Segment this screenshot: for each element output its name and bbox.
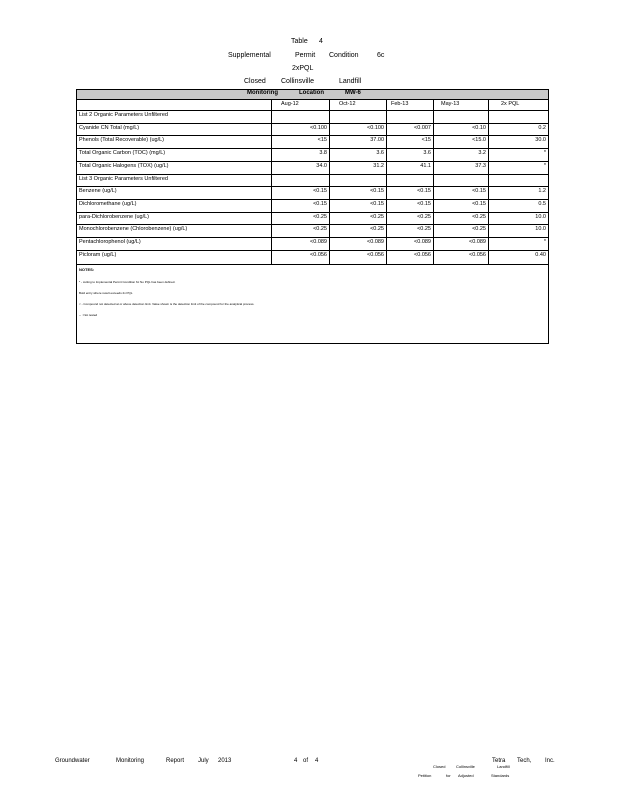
parameter-label: Cyanide CN Total (mg/L) bbox=[79, 124, 140, 131]
notes-heading: NOTES: bbox=[79, 267, 95, 272]
value-cell: <0.25 bbox=[370, 213, 384, 220]
value-cell: <0.089 bbox=[414, 239, 431, 245]
column-divider bbox=[386, 99, 387, 264]
note-line: * - cutting to Implemental Permit Condition 6c No PQL has been defined. bbox=[79, 280, 176, 284]
value-cell: 37.00 bbox=[370, 137, 384, 144]
row-divider bbox=[77, 186, 548, 187]
site-word: Landfill bbox=[339, 78, 362, 85]
parameter-label: Picloram (ug/L) bbox=[79, 251, 117, 258]
value-cell: 41.1 bbox=[420, 162, 431, 169]
value-cell: <15 bbox=[317, 137, 327, 144]
footer-small-word: Petition bbox=[418, 773, 432, 778]
parameter-label: Total Organic Carbon (TOC) (mg/L) bbox=[79, 150, 166, 157]
column-header: Feb-13 bbox=[391, 101, 409, 107]
row-divider bbox=[77, 148, 548, 149]
row-divider bbox=[77, 110, 548, 111]
site-word: Closed bbox=[244, 78, 266, 85]
parameter-label: Total Organic Halogens (TOX) (ug/L) bbox=[79, 162, 169, 169]
company-word: Tech, bbox=[517, 758, 532, 764]
value-cell: <0.25 bbox=[417, 213, 431, 220]
value-cell: * bbox=[543, 162, 546, 169]
value-cell: 3.6 bbox=[376, 150, 384, 157]
value-cell: 10.0 bbox=[535, 226, 546, 233]
note-line: Bold entry where result exceeds 2x PQL bbox=[79, 291, 133, 295]
value-cell: <0.056 bbox=[310, 251, 327, 258]
parameter-label: para-Dichlorobenzene (ug/L) bbox=[79, 213, 150, 220]
column-header: Oct-12 bbox=[339, 101, 356, 107]
footer-small-word: Standards bbox=[491, 773, 510, 778]
column-divider bbox=[271, 99, 272, 264]
value-cell: <0.15 bbox=[313, 200, 327, 207]
section-heading: List 3 Organic Parameters Unfiltered bbox=[79, 175, 168, 182]
value-cell: <15.0 bbox=[472, 137, 486, 144]
company-word: Tetra bbox=[492, 758, 506, 764]
footer-small-word: Adjusted bbox=[458, 773, 474, 778]
footer-word: Report bbox=[166, 758, 185, 764]
value-cell: <0.15 bbox=[313, 188, 327, 195]
value-cell: <0.15 bbox=[370, 188, 384, 195]
footer-word: Monitoring bbox=[116, 758, 145, 764]
title-word: Table bbox=[291, 38, 308, 45]
row-divider bbox=[77, 135, 548, 136]
band-word: Monitoring bbox=[247, 90, 278, 96]
results-table bbox=[76, 89, 549, 344]
location-band bbox=[77, 90, 548, 100]
subtitle-pql: 2xPQL bbox=[292, 65, 314, 72]
column-header: Aug-12 bbox=[281, 101, 299, 107]
row-divider bbox=[77, 212, 548, 213]
parameter-label: Phenols (Total Recoverable) (ug/L) bbox=[79, 137, 164, 144]
note-line: < - Compound not detected at or above detection limit. Value shown is the detection limit of the compound for the analytical process. bbox=[79, 302, 255, 306]
value-cell: 3.2 bbox=[478, 150, 486, 157]
value-cell: <0.15 bbox=[472, 188, 486, 195]
note-line: -- : Not tested bbox=[79, 313, 98, 317]
value-cell: <0.25 bbox=[472, 213, 486, 220]
parameter-label: Dichloromethane (ug/L) bbox=[79, 200, 137, 207]
value-cell: <0.007 bbox=[414, 124, 431, 131]
footer-word: Groundwater bbox=[55, 758, 90, 764]
column-divider bbox=[488, 99, 489, 264]
row-divider bbox=[77, 237, 548, 238]
value-cell: <0.25 bbox=[370, 226, 384, 233]
band-word: Location bbox=[299, 90, 324, 96]
value-cell: 30.0 bbox=[535, 137, 546, 144]
row-divider bbox=[77, 174, 548, 175]
value-cell: <0.100 bbox=[367, 124, 384, 131]
value-cell: <0.100 bbox=[310, 124, 327, 131]
row-divider bbox=[77, 224, 548, 225]
value-cell: <15 bbox=[421, 137, 431, 144]
value-cell: 1.2 bbox=[538, 188, 546, 195]
value-cell: <0.15 bbox=[472, 200, 486, 207]
row-divider bbox=[77, 161, 548, 162]
value-cell: <0.25 bbox=[472, 226, 486, 233]
value-cell: * bbox=[543, 150, 546, 157]
value-cell: 37.3 bbox=[475, 162, 486, 169]
footer-small-word: Collinsville bbox=[456, 764, 475, 769]
parameter-label: Benzene (ug/L) bbox=[79, 188, 117, 195]
row-divider bbox=[77, 250, 548, 251]
notes-divider bbox=[77, 264, 548, 265]
row-divider bbox=[77, 123, 548, 124]
column-divider bbox=[433, 99, 434, 264]
value-cell: <0.056 bbox=[414, 251, 431, 258]
column-divider bbox=[329, 99, 330, 264]
title-number: 4 bbox=[319, 38, 323, 45]
footer-small-word: Closed bbox=[433, 764, 446, 769]
value-cell: <0.089 bbox=[310, 239, 327, 245]
section-heading: List 2 Organic Parameters Unfiltered bbox=[79, 112, 168, 118]
value-cell: 0.40 bbox=[535, 251, 546, 258]
value-cell: * bbox=[543, 239, 546, 245]
page-number: 4 bbox=[294, 758, 298, 764]
value-cell: 3.6 bbox=[423, 150, 431, 157]
page-of: of bbox=[303, 758, 309, 764]
value-cell: <0.15 bbox=[370, 200, 384, 207]
subtitle-word: Supplemental bbox=[228, 52, 271, 59]
parameter-label: Pentachlorophenol (ug/L) bbox=[79, 239, 141, 245]
value-cell: <0.10 bbox=[472, 124, 486, 131]
value-cell: 31.2 bbox=[373, 162, 384, 169]
row-divider bbox=[77, 199, 548, 200]
value-cell: 0.5 bbox=[538, 200, 546, 207]
subtitle-word: Condition bbox=[329, 52, 359, 59]
footer-word: 2013 bbox=[218, 758, 232, 764]
value-cell: 10.0 bbox=[535, 213, 546, 220]
value-cell: <0.056 bbox=[469, 251, 486, 258]
value-cell: 3.8 bbox=[319, 150, 327, 157]
value-cell: <0.056 bbox=[367, 251, 384, 258]
value-cell: <0.25 bbox=[313, 213, 327, 220]
site-word: Collinsville bbox=[281, 78, 315, 85]
column-header: May-13 bbox=[441, 101, 460, 107]
page-total: 4 bbox=[315, 758, 319, 764]
column-header: 2x PQL bbox=[501, 101, 520, 107]
value-cell: 0.2 bbox=[538, 124, 546, 131]
parameter-label: Monochlorobenzene (Chlorobenzene) (ug/L) bbox=[79, 226, 188, 233]
footer-word: July bbox=[198, 758, 209, 764]
value-cell: <0.089 bbox=[469, 239, 486, 245]
company-word: Inc. bbox=[545, 758, 555, 764]
subtitle-word: 6c bbox=[377, 52, 385, 59]
value-cell: <0.25 bbox=[417, 226, 431, 233]
footer-small-word: Landfill bbox=[497, 764, 510, 769]
subtitle-word: Permit bbox=[295, 52, 316, 59]
band-location: MW-6 bbox=[345, 90, 361, 96]
value-cell: <0.15 bbox=[417, 188, 431, 195]
value-cell: <0.25 bbox=[313, 226, 327, 233]
footer-small-word: for bbox=[446, 773, 451, 778]
value-cell: <0.15 bbox=[417, 200, 431, 207]
value-cell: 34.0 bbox=[316, 162, 327, 169]
value-cell: <0.089 bbox=[367, 239, 384, 245]
